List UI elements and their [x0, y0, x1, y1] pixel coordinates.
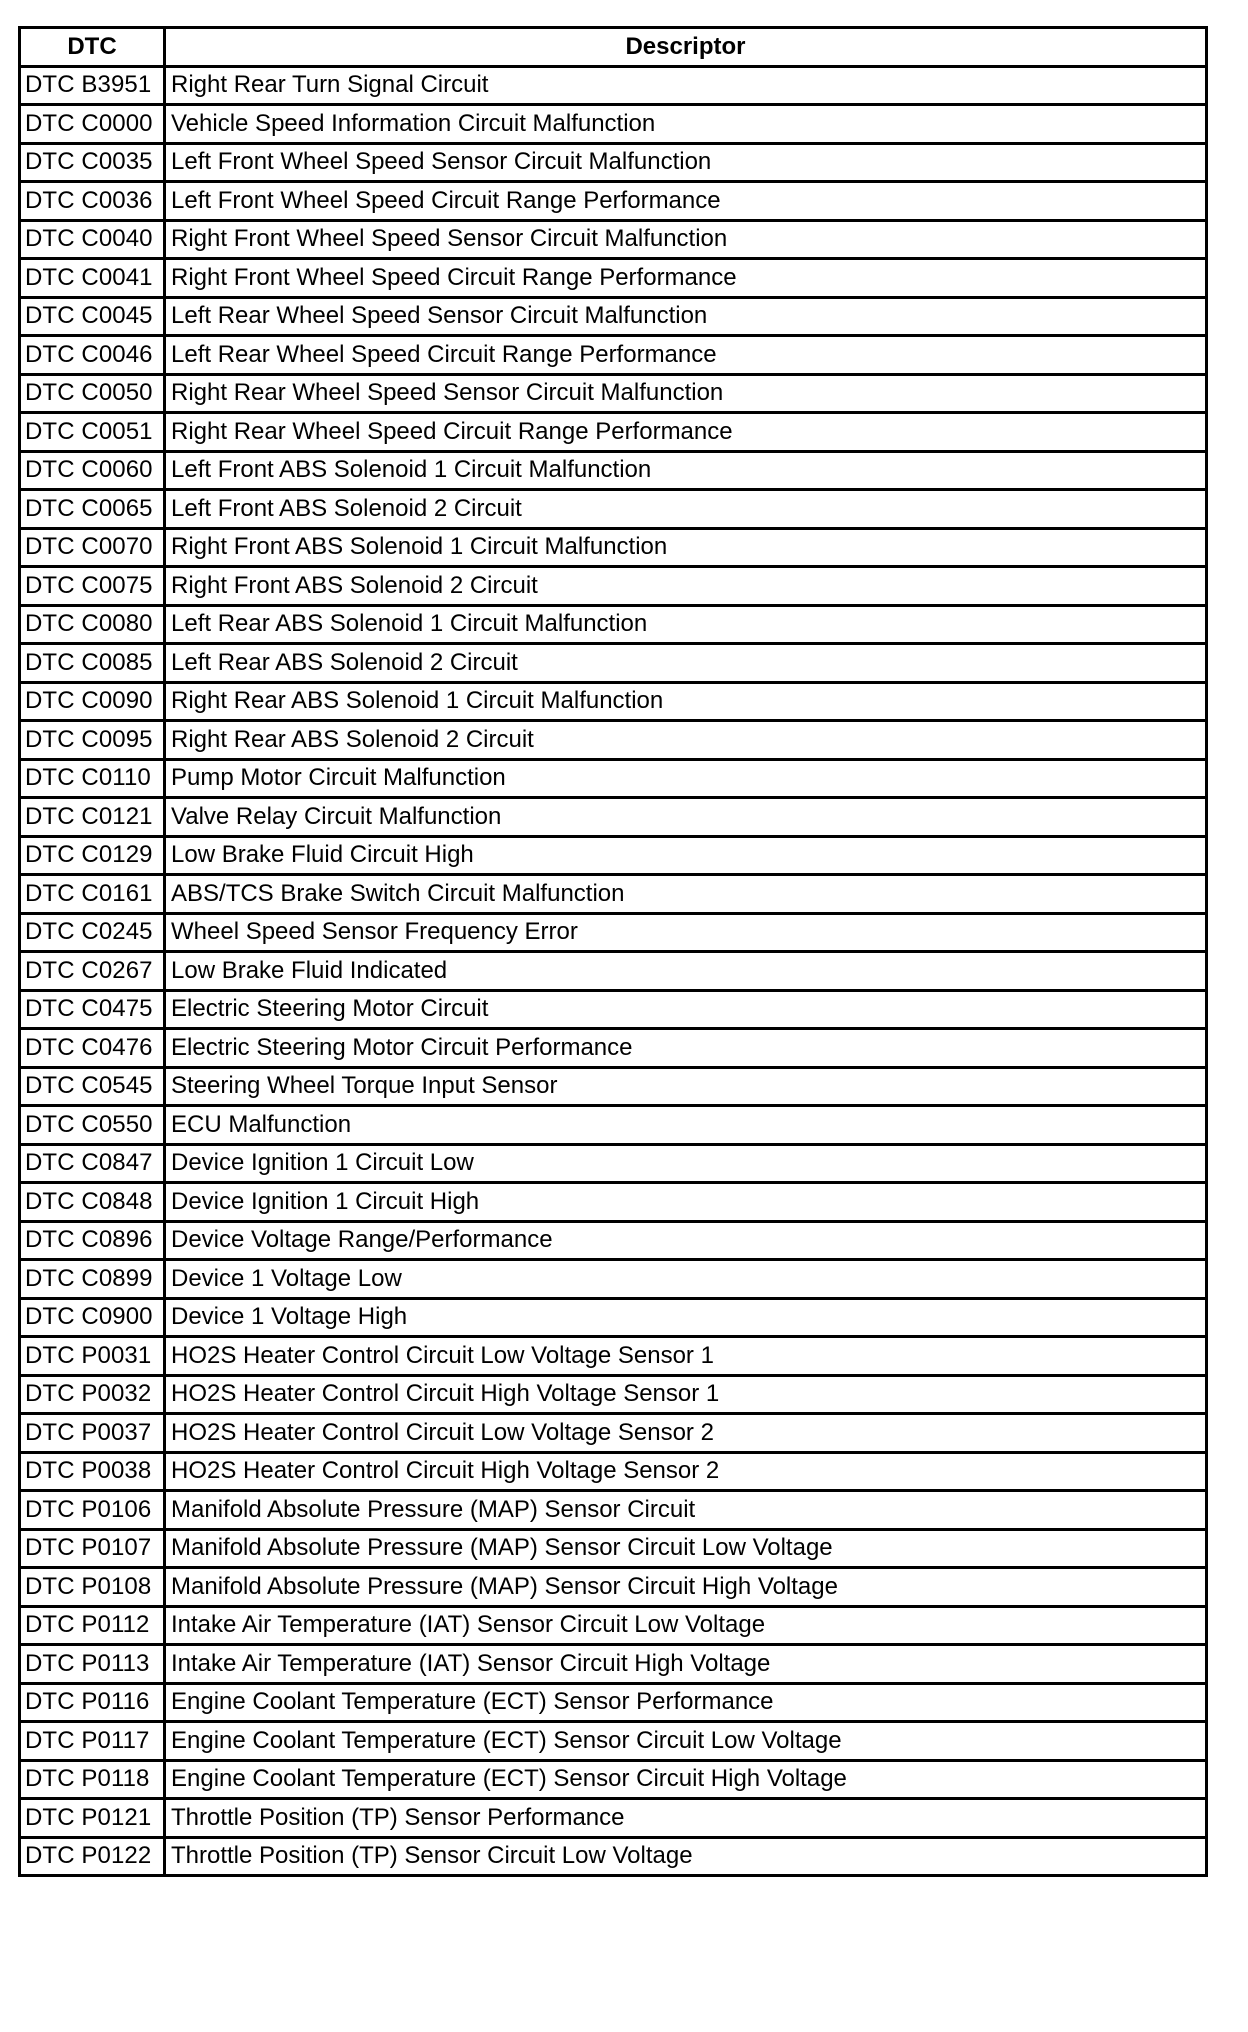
- dtc-code-cell: DTC P0122: [20, 1837, 165, 1876]
- dtc-code-cell: DTC C0045: [20, 297, 165, 336]
- table-row: [20, 1529, 1207, 1568]
- descriptor-cell: ECU Malfunction: [165, 1106, 1207, 1145]
- table-row: [20, 105, 1207, 144]
- table-row: [20, 1298, 1207, 1337]
- descriptor-cell: Low Brake Fluid Circuit High: [165, 836, 1207, 875]
- dtc-table: [18, 26, 1208, 1877]
- descriptor-cell: Intake Air Temperature (IAT) Sensor Circuit Low Voltage: [165, 1606, 1207, 1645]
- dtc-code-cell: DTC C0550: [20, 1106, 165, 1145]
- dtc-code-cell: DTC C0065: [20, 490, 165, 529]
- dtc-code-cell: DTC C0000: [20, 105, 165, 144]
- table-row: [20, 1221, 1207, 1260]
- table-row: [20, 413, 1207, 452]
- dtc-code-cell: DTC C0267: [20, 952, 165, 991]
- descriptor-cell: Right Rear Turn Signal Circuit: [165, 66, 1207, 105]
- dtc-code-cell: DTC C0475: [20, 990, 165, 1029]
- table-row: [20, 143, 1207, 182]
- descriptor-cell: Left Rear ABS Solenoid 2 Circuit: [165, 644, 1207, 683]
- table-row: [20, 1260, 1207, 1299]
- dtc-code-cell: DTC C0050: [20, 374, 165, 413]
- descriptor-cell: Manifold Absolute Pressure (MAP) Sensor Circuit High Voltage: [165, 1568, 1207, 1607]
- table-row: [20, 1452, 1207, 1491]
- dtc-code-cell: DTC C0896: [20, 1221, 165, 1260]
- descriptor-cell: Left Rear ABS Solenoid 1 Circuit Malfunction: [165, 605, 1207, 644]
- dtc-code-cell: DTC P0107: [20, 1529, 165, 1568]
- descriptor-cell: Low Brake Fluid Indicated: [165, 952, 1207, 991]
- dtc-code-cell: DTC C0060: [20, 451, 165, 490]
- table-row: [20, 1837, 1207, 1876]
- descriptor-cell: Left Front ABS Solenoid 2 Circuit: [165, 490, 1207, 529]
- descriptor-cell: ABS/TCS Brake Switch Circuit Malfunction: [165, 875, 1207, 914]
- dtc-code-cell: DTC P0037: [20, 1414, 165, 1453]
- dtc-code-cell: DTC P0031: [20, 1337, 165, 1376]
- table-row: [20, 490, 1207, 529]
- table-row: [20, 1683, 1207, 1722]
- dtc-code-cell: DTC C0245: [20, 913, 165, 952]
- table-row: [20, 567, 1207, 606]
- descriptor-cell: Pump Motor Circuit Malfunction: [165, 759, 1207, 798]
- table-row: [20, 1799, 1207, 1838]
- table-row: [20, 952, 1207, 991]
- table-row: [20, 1067, 1207, 1106]
- table-row: [20, 297, 1207, 336]
- descriptor-cell: Right Front Wheel Speed Circuit Range Performance: [165, 259, 1207, 298]
- table-row: [20, 682, 1207, 721]
- dtc-code-cell: DTC C0476: [20, 1029, 165, 1068]
- descriptor-cell: HO2S Heater Control Circuit High Voltage Sensor 2: [165, 1452, 1207, 1491]
- dtc-code-cell: DTC C0899: [20, 1260, 165, 1299]
- table-row: [20, 1375, 1207, 1414]
- dtc-code-cell: DTC C0085: [20, 644, 165, 683]
- table-row: [20, 451, 1207, 490]
- descriptor-cell: Left Front Wheel Speed Circuit Range Performance: [165, 182, 1207, 221]
- table-row: [20, 528, 1207, 567]
- dtc-code-cell: DTC C0090: [20, 682, 165, 721]
- descriptor-cell: Intake Air Temperature (IAT) Sensor Circuit High Voltage: [165, 1645, 1207, 1684]
- dtc-code-cell: DTC C0545: [20, 1067, 165, 1106]
- table-row: [20, 336, 1207, 375]
- descriptor-cell: Left Rear Wheel Speed Sensor Circuit Malfunction: [165, 297, 1207, 336]
- dtc-code-cell: DTC C0129: [20, 836, 165, 875]
- dtc-code-cell: DTC C0110: [20, 759, 165, 798]
- table-row: [20, 875, 1207, 914]
- dtc-code-cell: DTC C0080: [20, 605, 165, 644]
- table-row: [20, 644, 1207, 683]
- dtc-code-cell: DTC C0051: [20, 413, 165, 452]
- descriptor-cell: Right Rear Wheel Speed Sensor Circuit Malfunction: [165, 374, 1207, 413]
- dtc-code-cell: DTC P0106: [20, 1491, 165, 1530]
- descriptor-cell: Engine Coolant Temperature (ECT) Sensor Circuit Low Voltage: [165, 1722, 1207, 1761]
- descriptor-cell: Right Front ABS Solenoid 2 Circuit: [165, 567, 1207, 606]
- table-row: [20, 1183, 1207, 1222]
- descriptor-cell: HO2S Heater Control Circuit Low Voltage Sensor 1: [165, 1337, 1207, 1376]
- table-row: [20, 759, 1207, 798]
- descriptor-cell: Throttle Position (TP) Sensor Performance: [165, 1799, 1207, 1838]
- dtc-code-cell: DTC C0040: [20, 220, 165, 259]
- table-row: [20, 721, 1207, 760]
- dtc-code-cell: DTC P0116: [20, 1683, 165, 1722]
- dtc-code-cell: DTC C0075: [20, 567, 165, 606]
- dtc-code-cell: DTC P0121: [20, 1799, 165, 1838]
- descriptor-cell: Left Rear Wheel Speed Circuit Range Performance: [165, 336, 1207, 375]
- dtc-code-cell: DTC C0847: [20, 1144, 165, 1183]
- descriptor-cell: Engine Coolant Temperature (ECT) Sensor Performance: [165, 1683, 1207, 1722]
- dtc-code-cell: DTC P0113: [20, 1645, 165, 1684]
- descriptor-cell: Right Rear ABS Solenoid 1 Circuit Malfunction: [165, 682, 1207, 721]
- table-row: [20, 259, 1207, 298]
- dtc-code-cell: DTC C0848: [20, 1183, 165, 1222]
- descriptor-cell: Throttle Position (TP) Sensor Circuit Low Voltage: [165, 1837, 1207, 1876]
- descriptor-cell: Device 1 Voltage Low: [165, 1260, 1207, 1299]
- dtc-code-cell: DTC C0070: [20, 528, 165, 567]
- table-row: [20, 798, 1207, 837]
- table-row: [20, 1491, 1207, 1530]
- descriptor-cell: Valve Relay Circuit Malfunction: [165, 798, 1207, 837]
- table-row: [20, 1606, 1207, 1645]
- descriptor-cell: Device 1 Voltage High: [165, 1298, 1207, 1337]
- dtc-code-cell: DTC P0108: [20, 1568, 165, 1607]
- descriptor-cell: Left Front Wheel Speed Sensor Circuit Malfunction: [165, 143, 1207, 182]
- descriptor-cell: Right Rear ABS Solenoid 2 Circuit: [165, 721, 1207, 760]
- descriptor-cell: HO2S Heater Control Circuit Low Voltage Sensor 2: [165, 1414, 1207, 1453]
- descriptor-cell: Manifold Absolute Pressure (MAP) Sensor Circuit Low Voltage: [165, 1529, 1207, 1568]
- descriptor-cell: Device Ignition 1 Circuit Low: [165, 1144, 1207, 1183]
- table-row: [20, 182, 1207, 221]
- table-row: [20, 913, 1207, 952]
- dtc-table-container: [18, 26, 1205, 1877]
- descriptor-cell: Device Voltage Range/Performance: [165, 1221, 1207, 1260]
- descriptor-cell: HO2S Heater Control Circuit High Voltage Sensor 1: [165, 1375, 1207, 1414]
- table-row: [20, 1144, 1207, 1183]
- table-row: [20, 374, 1207, 413]
- table-row: [20, 1568, 1207, 1607]
- dtc-code-cell: DTC P0032: [20, 1375, 165, 1414]
- dtc-code-cell: DTC C0121: [20, 798, 165, 837]
- descriptor-cell: Electric Steering Motor Circuit Performance: [165, 1029, 1207, 1068]
- dtc-code-cell: DTC C0900: [20, 1298, 165, 1337]
- dtc-code-cell: DTC C0041: [20, 259, 165, 298]
- descriptor-cell: Steering Wheel Torque Input Sensor: [165, 1067, 1207, 1106]
- table-row: [20, 1414, 1207, 1453]
- table-body: [20, 66, 1207, 1876]
- descriptor-cell: Manifold Absolute Pressure (MAP) Sensor Circuit: [165, 1491, 1207, 1530]
- descriptor-cell: Engine Coolant Temperature (ECT) Sensor Circuit High Voltage: [165, 1760, 1207, 1799]
- table-row: [20, 66, 1207, 105]
- table-row: [20, 220, 1207, 259]
- dtc-code-cell: DTC C0095: [20, 721, 165, 760]
- descriptor-cell: Right Rear Wheel Speed Circuit Range Performance: [165, 413, 1207, 452]
- dtc-code-cell: DTC C0046: [20, 336, 165, 375]
- table-row: [20, 1337, 1207, 1376]
- dtc-code-cell: DTC P0112: [20, 1606, 165, 1645]
- dtc-code-cell: DTC P0117: [20, 1722, 165, 1761]
- table-row: [20, 990, 1207, 1029]
- descriptor-cell: Left Front ABS Solenoid 1 Circuit Malfunction: [165, 451, 1207, 490]
- dtc-code-cell: DTC C0161: [20, 875, 165, 914]
- table-row: [20, 1106, 1207, 1145]
- dtc-code-cell: DTC B3951: [20, 66, 165, 105]
- column-header-dtc: DTC: [20, 28, 165, 67]
- descriptor-cell: Electric Steering Motor Circuit: [165, 990, 1207, 1029]
- descriptor-cell: Vehicle Speed Information Circuit Malfunction: [165, 105, 1207, 144]
- dtc-code-cell: DTC C0036: [20, 182, 165, 221]
- header-row: [20, 28, 1207, 67]
- table-row: [20, 605, 1207, 644]
- dtc-code-cell: DTC C0035: [20, 143, 165, 182]
- table-row: [20, 1029, 1207, 1068]
- descriptor-cell: Device Ignition 1 Circuit High: [165, 1183, 1207, 1222]
- descriptor-cell: Right Front Wheel Speed Sensor Circuit Malfunction: [165, 220, 1207, 259]
- table-row: [20, 1645, 1207, 1684]
- dtc-code-cell: DTC P0038: [20, 1452, 165, 1491]
- descriptor-cell: Right Front ABS Solenoid 1 Circuit Malfunction: [165, 528, 1207, 567]
- descriptor-cell: Wheel Speed Sensor Frequency Error: [165, 913, 1207, 952]
- table-row: [20, 836, 1207, 875]
- dtc-code-cell: DTC P0118: [20, 1760, 165, 1799]
- column-header-descriptor: Descriptor: [165, 28, 1207, 67]
- table-row: [20, 1722, 1207, 1761]
- table-header: [20, 28, 1207, 67]
- table-row: [20, 1760, 1207, 1799]
